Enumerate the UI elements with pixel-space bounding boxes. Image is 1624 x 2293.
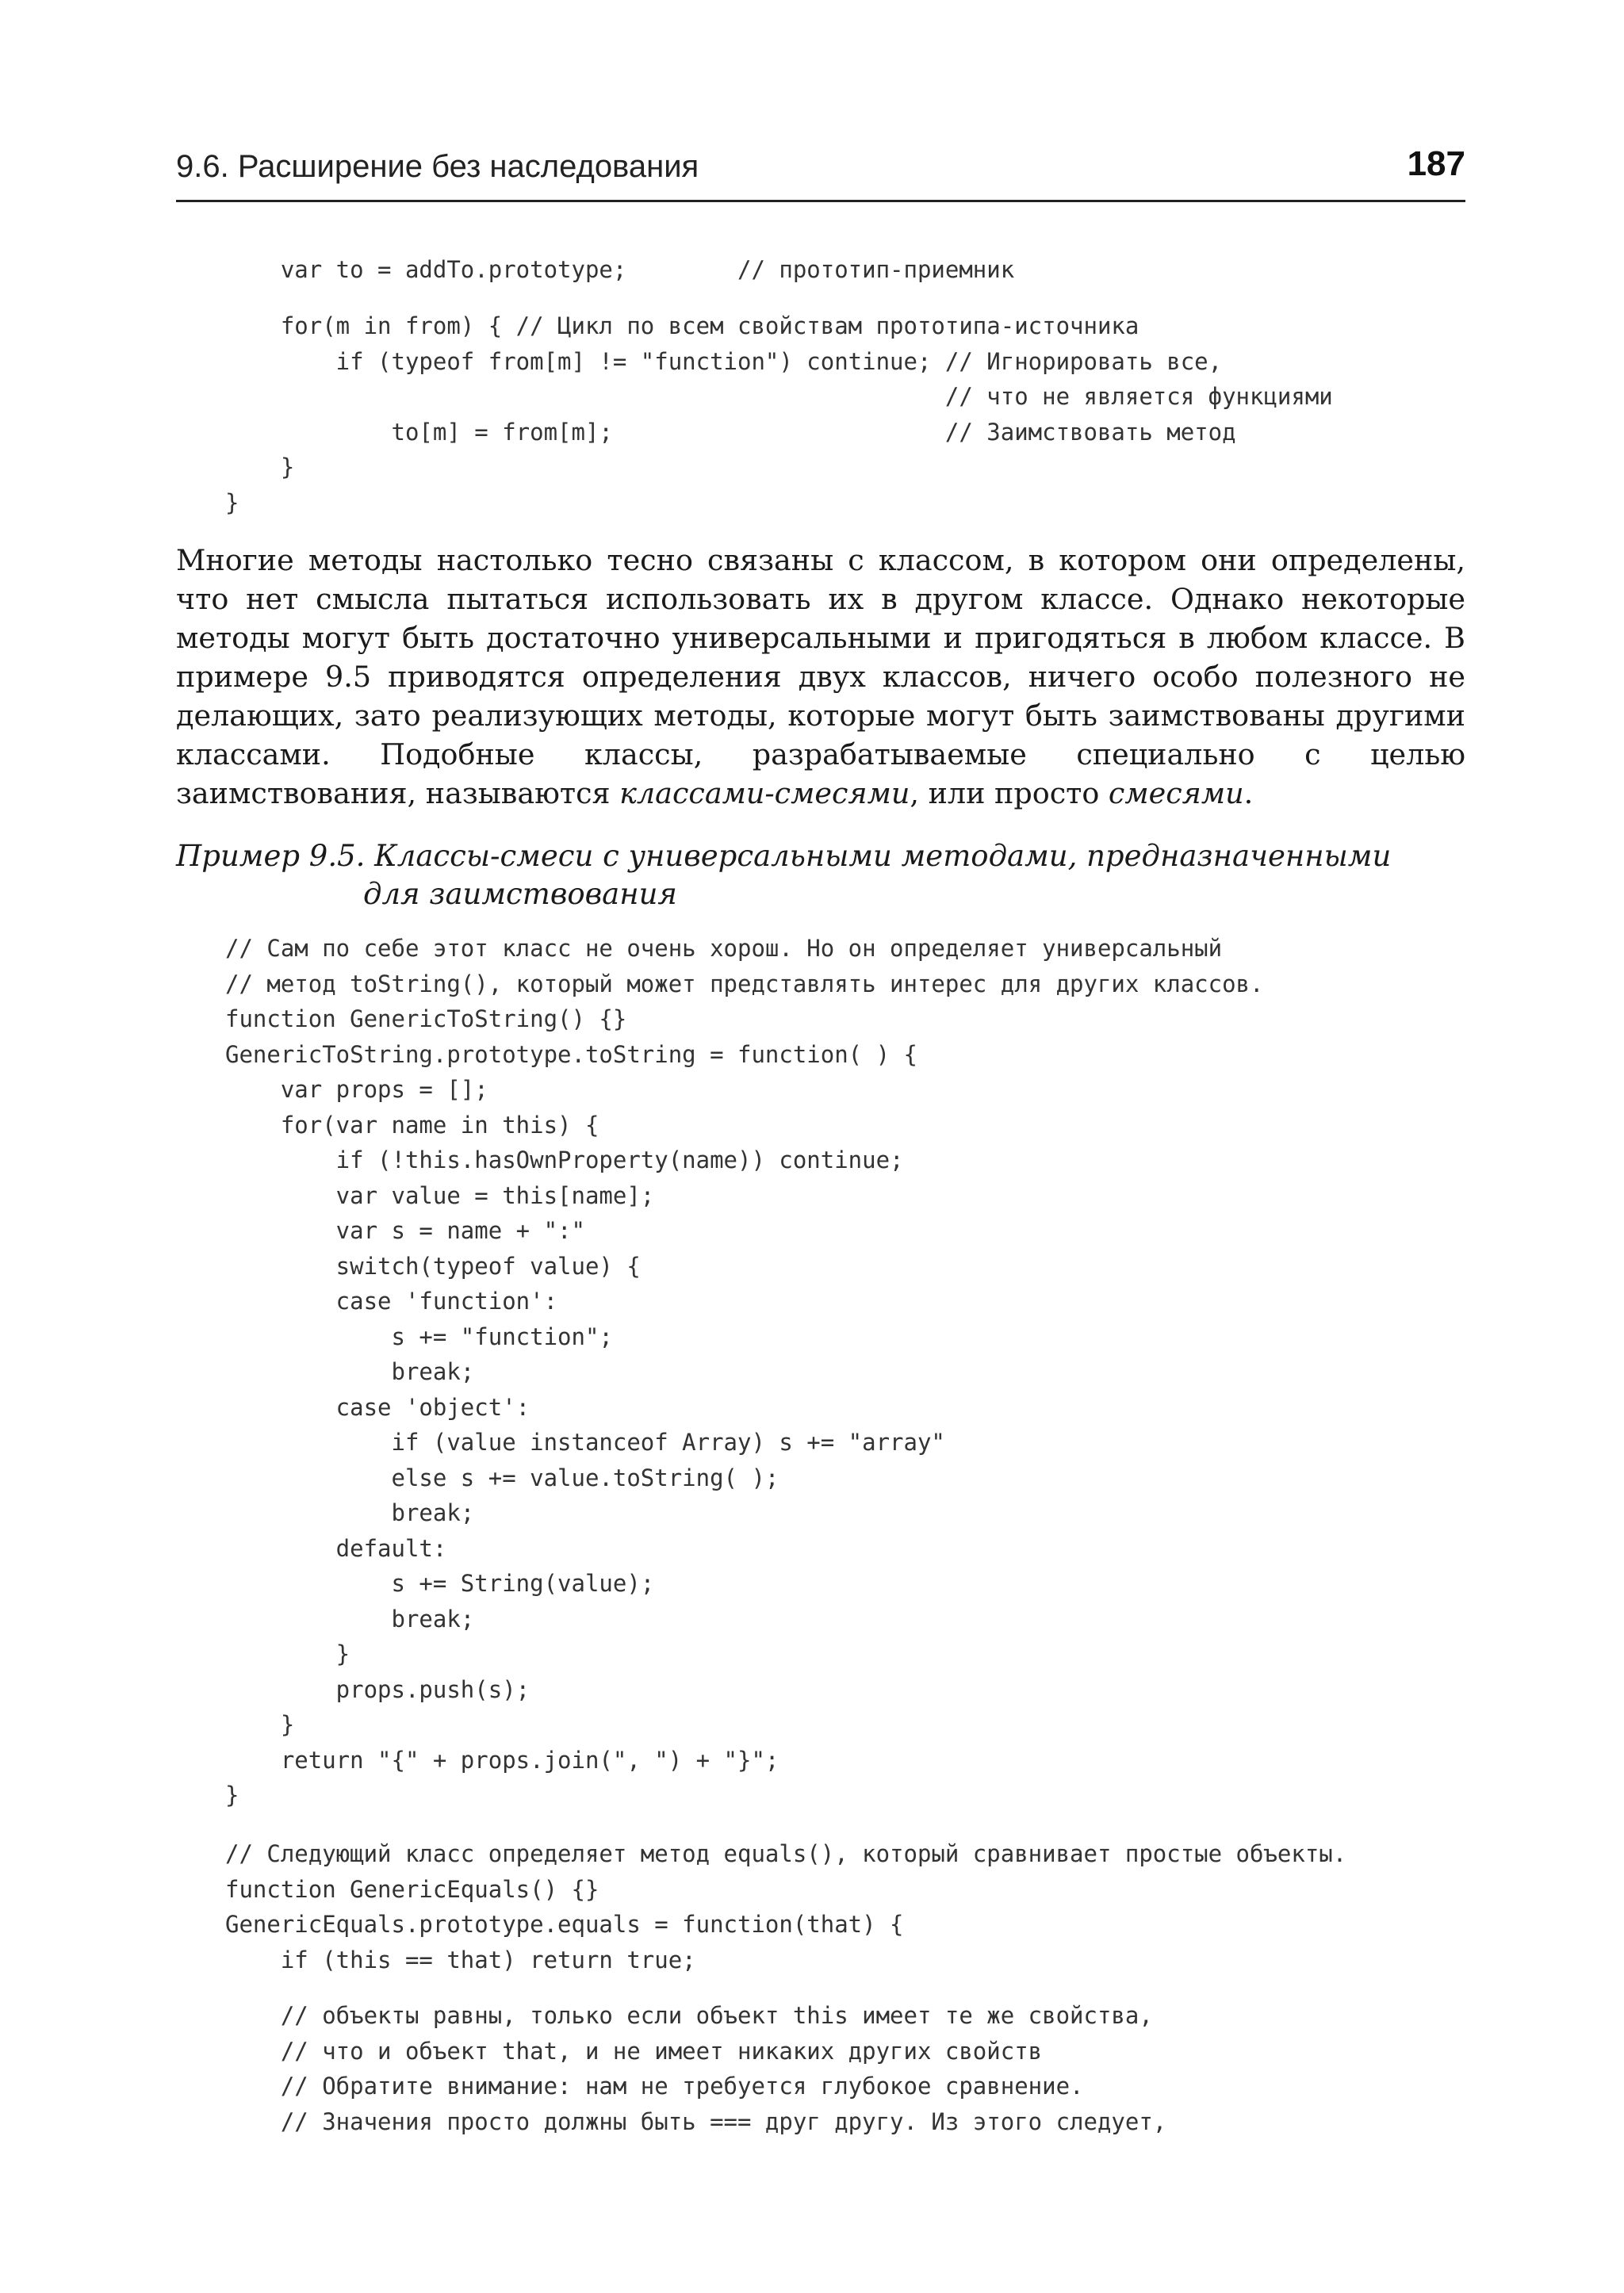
- code-line: function GenericToString() {}: [225, 1005, 627, 1032]
- code-line: }: [225, 488, 239, 516]
- code-line: return "{" + props.join(", ") + "}";: [225, 1746, 779, 1774]
- code-line: if (this == that) return true;: [225, 1946, 696, 1973]
- caption-line: для заимствования: [363, 877, 677, 911]
- code-line: }: [225, 454, 295, 480]
- body-paragraph: [176, 541, 1465, 813]
- code-line: }: [225, 1711, 295, 1738]
- code-line: // объекты равны, только если объект this имеет те же свойства,: [225, 2002, 1153, 2029]
- code-line: var value = this[name];: [225, 1181, 655, 1209]
- page-number: 187: [1407, 144, 1465, 183]
- code-line: if (!this.hasOwnProperty(name)) continue;: [225, 1146, 904, 1173]
- code-line: // Обратите внимание: нам не требуется глубокое сравнение.: [225, 2073, 1084, 2100]
- code-line: else s += value.toString( );: [225, 1464, 779, 1491]
- section-title: 9.6. Расширение без наследования: [176, 149, 699, 184]
- running-header: [176, 141, 1465, 202]
- code-line: var s = name + ":": [225, 1217, 585, 1244]
- code-line: break;: [225, 1499, 475, 1526]
- code-line: for(var name in this) {: [225, 1111, 599, 1139]
- code-line: s += String(value);: [225, 1570, 655, 1597]
- code-line: if (value instanceof Array) s += "array": [225, 1429, 945, 1456]
- code-line: to[m] = from[m]; // Заимствовать метод: [225, 418, 1236, 446]
- example-caption: [176, 837, 1391, 913]
- paragraph-text: .: [1243, 776, 1254, 810]
- code-line: switch(typeof value) {: [225, 1252, 641, 1280]
- code-line: function GenericEquals() {}: [225, 1875, 599, 1903]
- code-line: // метод toString(), который может представлять интерес для других классов.: [225, 970, 1264, 997]
- code-line: }: [225, 1640, 350, 1667]
- code-line: }: [225, 1782, 239, 1809]
- code-line: if (typeof from[m] != "function") continue; // Игнорировать все,: [225, 347, 1223, 375]
- paragraph-text: Многие методы настолько тесно связаны с классом, в котором они определены, что нет смысла пытаться использовать их в другом классе. Однако некоторые методы могут быть достаточно универсальными и пригодяться в любом классе. В примере 9.5 приводятся определения двух классов, ничего особо полезного не делающих, зато реализующих методы, которые могут быть заимствованы другими классами. Подобные классы, разрабатываемые специально с целью заимствования, называются: [176, 543, 1465, 810]
- code-line: break;: [225, 1358, 475, 1385]
- code-line: // что и объект that, и не имеет никаких других свойств: [225, 2037, 1043, 2065]
- code-line: case 'object':: [225, 1393, 530, 1421]
- code-line: case 'function':: [225, 1288, 558, 1315]
- code-line: var to = addTo.prototype; // прототип-приемник: [225, 256, 1015, 283]
- code-line: // Следующий класс определяет метод equals(), который сравнивает простые объекты.: [225, 1840, 1347, 1867]
- code-line: for(m in from) { // Цикл по всем свойствам прототипа-источника: [225, 312, 1139, 339]
- code-line: break;: [225, 1605, 475, 1633]
- caption-line: Пример 9.5. Классы-смеси с универсальными методами, предназначенными: [176, 839, 1392, 873]
- term-mixins: смесями: [1108, 776, 1244, 810]
- paragraph-text: , или просто: [910, 776, 1109, 810]
- code-line: // что не является функциями: [225, 383, 1333, 410]
- code-line: GenericEquals.prototype.equals = function(that) {: [225, 1911, 904, 1938]
- code-line: s += "function";: [225, 1323, 613, 1350]
- code-line: // Значения просто должны быть === друг другу. Из этого следует,: [225, 2107, 1167, 2135]
- code-line: GenericToString.prototype.toString = function( ) {: [225, 1040, 917, 1068]
- code-line: var props = [];: [225, 1076, 488, 1103]
- term-mixin-classes: классами-смесями: [619, 776, 910, 810]
- code-line: default:: [225, 1534, 447, 1562]
- code-line: props.push(s);: [225, 1675, 530, 1703]
- code-line: // Сам по себе этот класс не очень хорош. Но он определяет универсальный: [225, 935, 1223, 962]
